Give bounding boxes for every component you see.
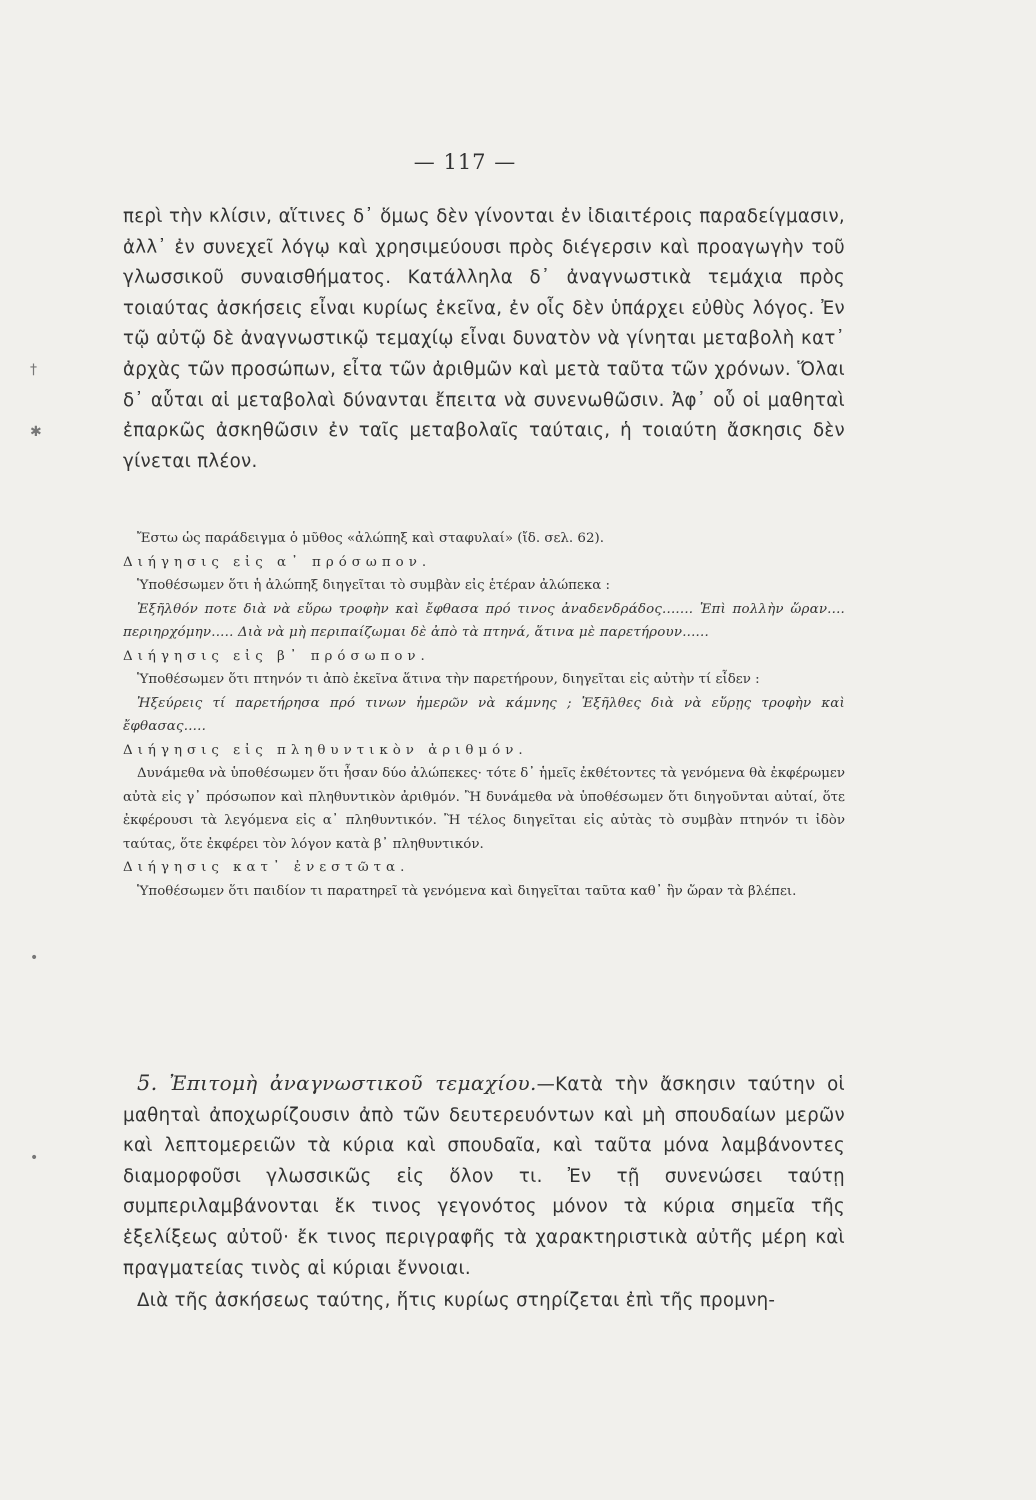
section-5 xyxy=(123,1068,845,1317)
paragraph-text: περὶ τὴν κλίσιν, αἵτινες δ᾽ ὅμως δὲν γίνονται ἐν ἰδιαιτέροις παραδείγμασιν, ἀλλ᾽ ἐν συνεχεῖ λόγῳ καὶ χρησιμεύουσι πρὸς διέγερσιν καὶ προαγωγὴν τοῦ γλωσσικοῦ συναισθήματος. Κατάλληλα δ᾽ ἀναγνωστικὰ τεμάχια πρὸς τοιαύτας ἀσκήσεις εἶναι κυρίως ἐκεῖνα, ἐν οἷς δὲν ὑπάρχει εὐθὺς λόγος. Ἐν τῷ αὐτῷ δὲ ἀναγνωστικῷ τεμαχίῳ εἶναι δυνατὸν νὰ γίνηται μεταβολὴ κατ᾽ ἀρχὰς τῶν προσώπων, εἶτα τῶν ἀριθμῶν καὶ μετὰ ταῦτα τῶν χρόνων. Ὅλαι δ᾽ αὗται αἱ μεταβολαὶ δύνανται ἔπειτα νὰ συνενωθῶσιν. Ἀφ᾽ οὗ οἱ μαθηταὶ ἐπαρκῶς ἀσκηθῶσιν ἐν ταῖς μεταβολαῖς ταύταις, ἡ τοιαύτη ἄσκησις δὲν γίνεται πλέον. xyxy=(123,206,845,472)
margin-mark-icon: • xyxy=(30,1150,39,1166)
last-paragraph: Διὰ τῆς ἀσκήσεως ταύτης, ἥτις κυρίως στηρίζεται ἐπὶ τῆς προμνη- xyxy=(137,1290,776,1312)
narration-heading-present: Διήγησις κατ᾽ ἐνεστῶτα. xyxy=(123,860,410,875)
section-number: 5. xyxy=(137,1071,158,1095)
narration-text-present: Ὑποθέσωμεν ὅτι παιδίον τι παρατηρεῖ τὰ γενόμενα καὶ διηγεῖται ταῦτα καθ᾽ ἣν ὥραν τὰ βλέπει. xyxy=(137,883,797,899)
narration-text-plural: Δυνάμεθα νὰ ὑποθέσωμεν ὅτι ἦσαν δύο ἀλώπεκες· τότε δ᾽ ἡμεῖς ἐκθέτοντες τὰ γενόμενα θὰ ἐκφέρωμεν αὐτὰ εἰς γ᾽ πρόσωπον καὶ πληθυντικὸν ἀριθμόν. Ἢ δυνάμεθα νὰ ὑποθέσωμεν ὅτι διηγοῦνται αὐταί, ὅτε ἐκφέρουσι τὰ λεγόμενα εἰς α᾽ πληθυντικόν. Ἢ τέλος διηγεῖται εἰς αὐτὰς τὸ συμβὰν πτηνόν τι ἰδὸν ταύτας, ὅτε ἐκφέρει τὸν λόγον κατὰ β᾽ πληθυντικόν. xyxy=(123,766,845,852)
body-paragraph xyxy=(123,202,845,477)
example-section xyxy=(123,527,845,903)
margin-mark-icon: • xyxy=(30,950,39,966)
narration-heading-second-person: Διήγησις εἰς β᾽ πρόσωπον. xyxy=(123,648,430,664)
section-text: —Κατὰ τὴν ἄσκησιν ταύτην οἱ μαθηταὶ ἀποχωρίζουσιν ἀπὸ τῶν δευτερευόντων καὶ μὴ σπουδαίων μερῶν καὶ λεπτομερειῶν τὰ κύρια καὶ σπουδαῖα, καὶ ταῦτα μόνα λαμβάνοντες διαμορφοῦσι γλωσσικῶς εἰς ὅλον τι. Ἐν τῇ συνενώσει ταύτῃ συμπεριλαμβάνονται ἔκ τινος γεγονότος μόνον τὰ κύρια σημεῖα τῆς ἐξελίξεως αὐτοῦ· ἔκ τινος περιγραφῆς τὰ χαρακτηριστικὰ αὐτῆς μέρη καὶ πραγματείας τινὸς αἱ κύριαι ἔννοιαι. xyxy=(123,1074,845,1279)
page-number: — 117 — xyxy=(413,150,517,174)
narration-quote-second-person: Ἠξεύρεις τί παρετήρησα πρό τινων ἡμερῶν νὰ κάμνης ; Ἐξῆλθες διὰ νὰ εὕρῃς τροφὴν καὶ ἔφθασας..... xyxy=(123,695,845,734)
narration-quote-first-person: Ἐξῆλθόν ποτε διὰ νὰ εὕρω τροφὴν καὶ ἔφθασα πρό τινος ἀναδενδράδος....... Ἐπὶ πολλὴν ὥραν.... περιηρχόμην..... Διὰ νὰ μὴ περιπαίζωμαι δὲ ἀπὸ τὰ πτηνά, ἅτινα μὲ παρετήρουν...... xyxy=(123,601,845,640)
example-intro: Ἔστω ὡς παράδειγμα ὁ μῦθος «ἀλώπηξ καὶ σταφυλαί» (ἴδ. σελ. 62). xyxy=(137,531,604,546)
narration-heading-first-person: Διήγησις εἰς α᾽ πρόσωπον. xyxy=(123,554,432,570)
section-paragraph xyxy=(123,1068,845,1284)
narration-text-first-person: Ὑποθέσωμεν ὅτι ἡ ἀλώπηξ διηγεῖται τὸ συμβὰν εἰς ἑτέραν ἀλώπεκα : xyxy=(137,578,611,593)
section-title: Ἐπιτομὴ ἀναγνωστικοῦ τεμαχίου. xyxy=(169,1071,537,1095)
margin-mark-icon: ✱ xyxy=(30,424,42,440)
margin-mark-icon: † xyxy=(30,362,37,378)
narration-heading-plural: Διήγησις εἰς πληθυντικὸν ἀριθμόν. xyxy=(123,742,528,758)
narration-text-second-person: Ὑποθέσωμεν ὅτι πτηνόν τι ἀπὸ ἐκεῖνα ἅτινα τὴν παρετήρουν, διηγεῖται εἰς αὐτὴν τί εἶδεν : xyxy=(137,672,760,687)
